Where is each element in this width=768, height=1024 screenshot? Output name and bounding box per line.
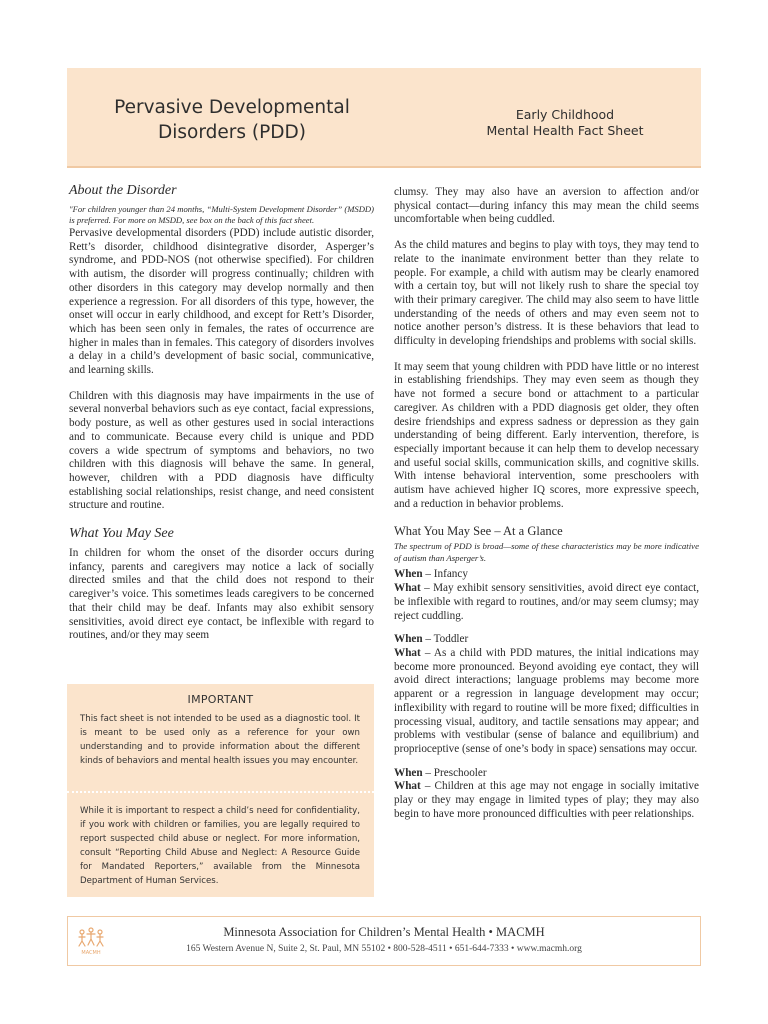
about-paragraph-2: Children with this diagnosis may have impairments in the use of several nonverbal behaviors such as eye contact, facial expressions, body posture, as well as other gestures used in social interactions and to communicate. Because every child is unique and PDD covers a wide spectrum of symptoms and behaviors, no two children with this diagnosis will behave the same. In general, however, children with a PDD diagnosis have difficulty establishing social relationships, resist change, and need consistent structure and routine. <box>69 389 374 512</box>
right-column <box>394 186 699 831</box>
what-label: What <box>394 582 421 595</box>
logo-text: MACMH <box>81 950 101 956</box>
what-value: – Children at this age may not engage in socially imitative play or they may engage in limited types of play; they may also begin to have more pronounced difficulties with peer relationships. <box>394 780 699 820</box>
what-label: What <box>394 646 421 659</box>
right-paragraph-1: clumsy. They may also have an aversion to affection and/or physical contact—during infancy this may mean the child seems uncomfortable when being cuddled. <box>394 186 699 226</box>
when-label: When <box>394 568 423 581</box>
when-value: – Toddler <box>422 633 469 646</box>
left-column <box>69 182 374 655</box>
important-divider <box>67 791 374 793</box>
right-paragraph-2: As the child matures and begins to play with toys, they may tend to relate to the inanimate environment better than they relate to people. For example, a child with autism may be clearly enamored with a certain toy, but will not likely rush to share the special toy with their primary caregiver. The child may also seem to have little understanding of the needs of others and may even seem not to notice another person’s distress. It is these behaviors that lead to difficulty in developing friendships and problems with social skills. <box>394 239 699 348</box>
msdd-note: "For children younger than 24 months, “Multi-System Development Disorder” (MSDD) is preferred. For more on MSDD, see box on the back of this fact sheet. <box>69 204 374 225</box>
when-value: – Infancy <box>422 568 468 581</box>
footer-organization: Minnesota Association for Children’s Mental Health • MACMH <box>223 925 545 939</box>
glance-item-toddler <box>394 633 699 756</box>
when-label: When <box>394 633 423 646</box>
title-line-1: Pervasive Developmental <box>114 97 350 118</box>
what-value: – May exhibit sensory sensitivities, avoid direct eye contact, be inflexible with regard to routines, and/or may seem clumsy; may reject cuddling. <box>394 582 699 622</box>
when-value: – Preschooler <box>422 766 487 779</box>
footer <box>67 916 701 966</box>
when-label: When <box>394 766 423 779</box>
important-paragraph-1: This fact sheet is not intended to be used as a diagnostic tool. It is meant to be used only as a reference for your own understanding and to provide information about the different kinds of behaviors and mental health issues you may encounter. <box>80 714 360 766</box>
title-line-2: Disorders (PDD) <box>158 122 306 143</box>
fact-sheet-subtitle <box>440 107 690 139</box>
right-paragraph-3: It may seem that young children with PDD have little or no interest in establishing friendships. They may even seem as though they have not formed a secure bond or attachment to a particular caregiver. As children with a PDD diagnosis get older, they often desire friendships and express sadness or depression as they gain understanding of being different. Early intervention, therefore, is especially important because it can help them to develop necessary and useful social skills, communication skills, and cognitive skills. With intense behavioral intervention, some preschoolers with autism have achieved higher IQ scores, more expressive speech, and a reduction in behavior problems. <box>394 360 699 510</box>
what-you-may-see-paragraph: In children for whom the onset of the disorder occurs during infancy, parents and caregivers may notice a lack of socially directed smiles and that the child does not respond to their caregiver’s voice. This sometimes leads caregivers to be concerned that their child may be deaf. Infants may also exhibit sensory sensitivities, avoid direct eye contact, be inflexible with regard to routines, and/or they may seem <box>69 547 374 642</box>
subtitle-line-2: Mental Health Fact Sheet <box>486 123 644 138</box>
glance-intro: The spectrum of PDD is broad—some of these characteristics may be more indicative of autism than Asperger’s. <box>394 541 699 564</box>
about-heading: About the Disorder <box>69 183 177 198</box>
glance-heading: What You May See – At a Glance <box>394 524 563 539</box>
glance-item-preschooler <box>394 767 699 822</box>
about-paragraph-1: Pervasive developmental disorders (PDD) include autistic disorder, Rett’s disorder, childhood disintegrative disorder, Asperger’s syndrome, and PDD-NOS (not otherwise specified). For children with autism, the disorder will progress continually; children with other disorders in this category may develop normally and then experience a regression. For all disorders of this type, however, the onset will occur in early childhood, and except for Rett’s Disorder, which has been seen only in females, the rates of occurrence are higher in males than in females. This category of disorders involves a delay in a child’s development of basic social, communicative, and learning skills. <box>69 227 374 377</box>
what-label: What <box>394 780 421 793</box>
important-title: IMPORTANT <box>187 693 254 706</box>
subtitle-line-1: Early Childhood <box>515 107 615 122</box>
important-box <box>67 684 374 897</box>
what-value: – As a child with PDD matures, the initial indications may become more pronounced. Beyond avoiding eye contact, they will avoid direct interactions; language problems may become more apparent or a regression in language development may occur; inflexibility with regard to routine will be more fixed; difficulties in processing visual, auditory, and tactile sensations may appear; and problems with vestibular (sense of balance and equilibrium) and proprioceptive (sense of one’s body in space) sensations may occur. <box>394 646 699 755</box>
important-paragraph-2: While it is important to respect a child’s need for confidentiality, if you work with children or families, you are legally required to report suspected child abuse or neglect. For more information, consult “Reporting Child Abuse and Neglect: A Resource Guide for Mandated Reporters,” available from the Minnesota Department of Human Services. <box>80 806 360 886</box>
what-you-may-see-heading: What You May See <box>69 526 174 542</box>
glance-item-infancy <box>394 568 699 623</box>
footer-address: 165 Western Avenue N, Suite 2, St. Paul, MN 55102 • 800-528-4511 • 651-644-7333 • www.macmh.org <box>186 944 582 954</box>
page-title <box>67 95 397 145</box>
